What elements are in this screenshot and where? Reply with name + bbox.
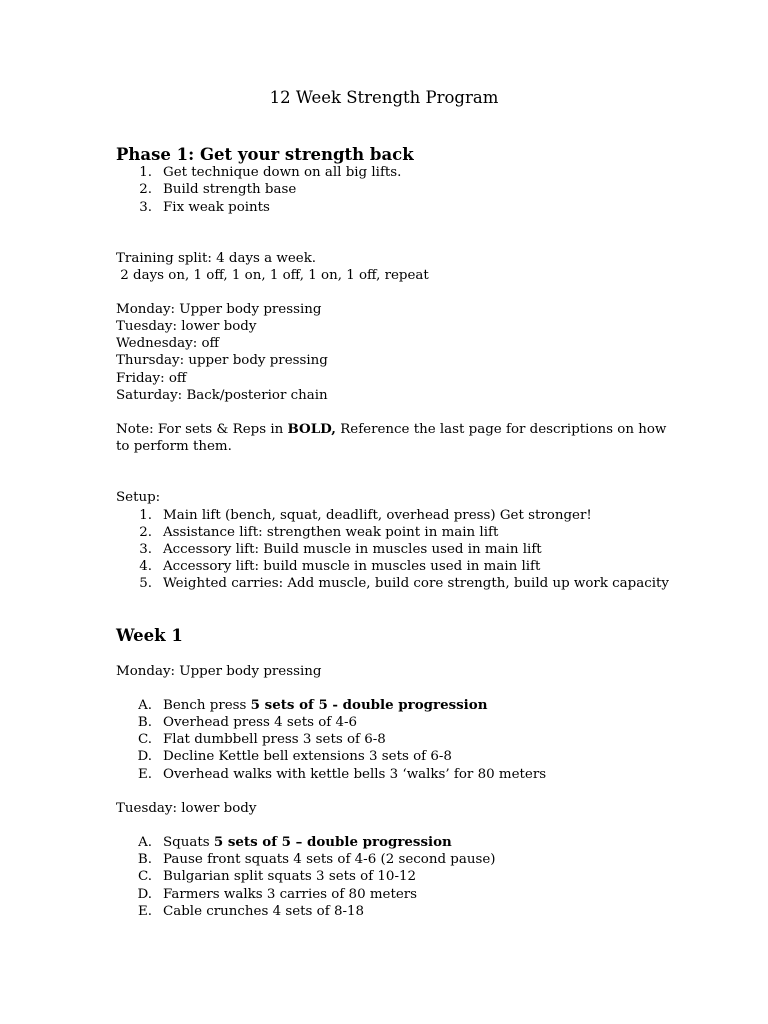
- list-number: 2.: [139, 525, 152, 540]
- exercise-bold: 5 sets of 5 – double progression: [213, 834, 452, 850]
- list-item: Bulgarian split squats 3 sets of 10-12: [163, 869, 417, 884]
- list-item: [163, 834, 452, 851]
- tuesday-label: Tuesday: lower body: [116, 801, 257, 816]
- list-letter: E.: [137, 767, 152, 782]
- list-item: Flat dumbbell press 3 sets of 6-8: [163, 732, 386, 747]
- exercise-text: Squats: [163, 835, 214, 850]
- list-item: Accessory lift: build muscle in muscles used in main lift: [163, 559, 541, 574]
- schedule-tuesday: Tuesday: lower body: [116, 319, 257, 334]
- split-line-1: Training split: 4 days a week.: [116, 251, 317, 266]
- list-item: Pause front squats 4 sets of 4-6 (2 second pause): [163, 852, 496, 867]
- schedule-monday: Monday: Upper body pressing: [116, 302, 322, 317]
- schedule-wednesday: Wednesday: off: [116, 336, 220, 351]
- list-item: Main lift (bench, squat, deadlift, overhead press) Get stronger!: [163, 508, 592, 523]
- list-letter: C.: [137, 732, 152, 747]
- note-line-2: to perform them.: [116, 439, 232, 454]
- list-letter: E.: [137, 904, 152, 919]
- setup-label: Setup:: [116, 490, 161, 505]
- list-letter: B.: [137, 715, 152, 730]
- exercise-text: Bench press: [163, 698, 251, 713]
- list-item: Accessory lift: Build muscle in muscles used in main lift: [163, 542, 542, 557]
- list-number: 2.: [139, 182, 152, 197]
- list-letter: B.: [137, 852, 152, 867]
- list-letter: D.: [137, 887, 152, 902]
- list-number: 3.: [139, 542, 152, 557]
- phase1-heading: Phase 1: Get your strength back: [116, 145, 414, 164]
- list-number: 1.: [139, 165, 152, 180]
- list-letter: A.: [138, 698, 152, 713]
- list-item: Cable crunches 4 sets of 8-18: [163, 904, 365, 919]
- list-item: Fix weak points: [163, 200, 270, 215]
- list-item: Get technique down on all big lifts.: [163, 165, 402, 180]
- note-line-1: [116, 421, 666, 438]
- list-item: Overhead walks with kettle bells 3 ‘walks’ for 80 meters: [163, 767, 547, 782]
- list-number: 5.: [139, 576, 152, 591]
- list-item: Overhead press 4 sets of 4-6: [163, 715, 358, 730]
- monday-label: Monday: Upper body pressing: [116, 664, 322, 679]
- note-suffix: Reference the last page for descriptions on how: [335, 422, 667, 437]
- split-line-2: 2 days on, 1 off, 1 on, 1 off, 1 on, 1 off, repeat: [116, 268, 429, 283]
- document-title: 12 Week Strength Program: [269, 88, 499, 107]
- schedule-saturday: Saturday: Back/posterior chain: [116, 388, 328, 403]
- list-item: Build strength base: [163, 182, 297, 197]
- list-item: Farmers walks 3 carries of 80 meters: [163, 887, 418, 902]
- exercise-bold: 5 sets of 5 - double progression: [250, 697, 488, 713]
- list-item: [163, 697, 487, 714]
- list-number: 3.: [139, 200, 152, 215]
- schedule-friday: Friday: off: [116, 371, 187, 386]
- list-item: Decline Kettle bell extensions 3 sets of 6-8: [163, 749, 452, 764]
- list-item: Weighted carries: Add muscle, build core strength, build up work capacity: [163, 576, 669, 591]
- list-item: Assistance lift: strengthen weak point in main lift: [163, 525, 499, 540]
- list-letter: D.: [137, 749, 152, 764]
- schedule-thursday: Thursday: upper body pressing: [116, 353, 328, 368]
- list-letter: A.: [138, 835, 152, 850]
- list-number: 4.: [139, 559, 152, 574]
- list-letter: C.: [137, 869, 152, 884]
- note-prefix: Note: For sets & Reps in: [116, 422, 288, 437]
- week1-heading: Week 1: [116, 626, 183, 645]
- list-number: 1.: [139, 508, 152, 523]
- note-bold: BOLD,: [287, 421, 336, 437]
